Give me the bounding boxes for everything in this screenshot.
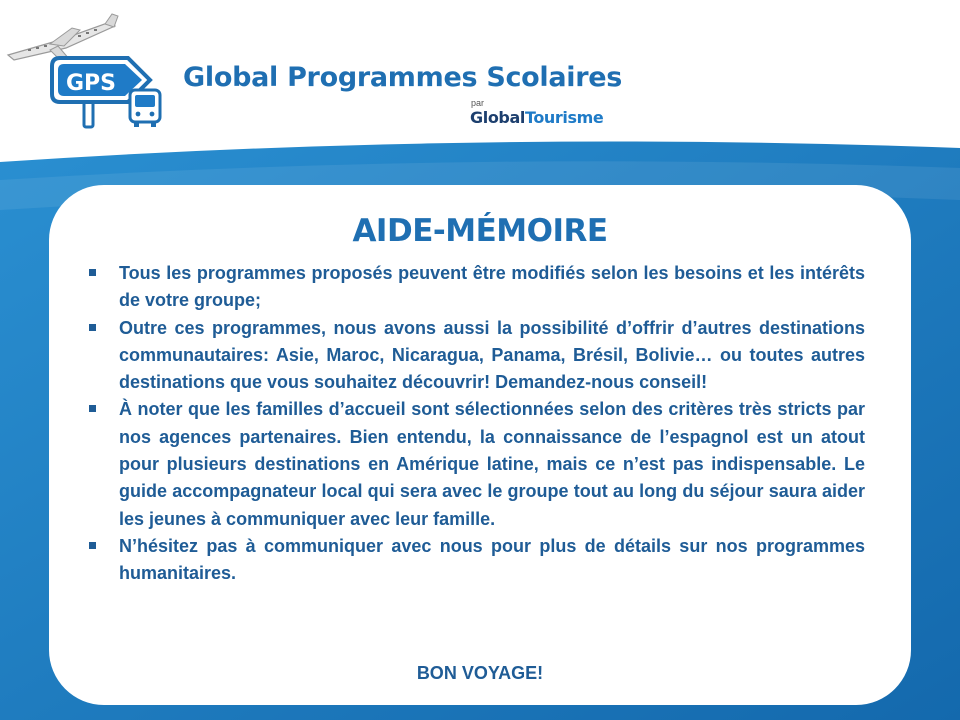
card-title: AIDE-MÉMOIRE: [352, 213, 608, 249]
list-item: [89, 396, 865, 532]
gps-logo-text: GPS: [66, 71, 117, 96]
content-card: [49, 185, 911, 705]
bus-icon: [130, 90, 160, 127]
list-item-text: Outre ces programmes, nous avons aussi la possibilité d’offrir d’autres destinations communautaires: Asie, Maroc, Nicaragua, Panama, Brésil, Bolivie… ou toutes autres destinations que vous souhaitez découvrir! Demandez-nous conseil!: [119, 317, 865, 393]
header: [0, 0, 960, 145]
brand-title: Global Programmes Scolaires: [183, 62, 623, 93]
list-item-text: À noter que les familles d’accueil sont sélectionnées selon des critères très stricts par nos agences partenaires. Bien entendu, la connaissance de l’espagnol est un atout pour plusieurs destinations en Amérique latine, mais ce n’est pas indispensable. Le guide accompagnateur local qui sera avec le groupe tout au long du séjour saura aider les jeunes à communiquer avec leur famille.: [119, 399, 865, 529]
list-item-text: N’hésitez pas à communiquer avec nous pour plus de détails sur nos programmes humanitaires.: [119, 535, 865, 584]
list-item: [89, 533, 865, 588]
brand-sub-global: Global: [470, 108, 525, 127]
gps-logo-icon: [0, 0, 180, 135]
square-bullet-icon: [89, 269, 96, 276]
square-bullet-icon: [89, 324, 96, 331]
airplane-icon: [8, 14, 118, 62]
brand-subtitle: [470, 108, 603, 127]
list-item: [89, 260, 865, 315]
square-bullet-icon: [89, 542, 96, 549]
closing-text: BON VOYAGE!: [416, 663, 544, 683]
square-bullet-icon: [89, 405, 96, 412]
brand-par: par: [471, 98, 485, 108]
list-item-text: Tous les programmes proposés peuvent être modifiés selon les besoins et les intérêts de votre groupe;: [119, 263, 865, 311]
list-item: [89, 315, 865, 397]
bullet-list: [89, 260, 865, 588]
brand-sub-tourisme: Tourisme: [524, 108, 604, 127]
